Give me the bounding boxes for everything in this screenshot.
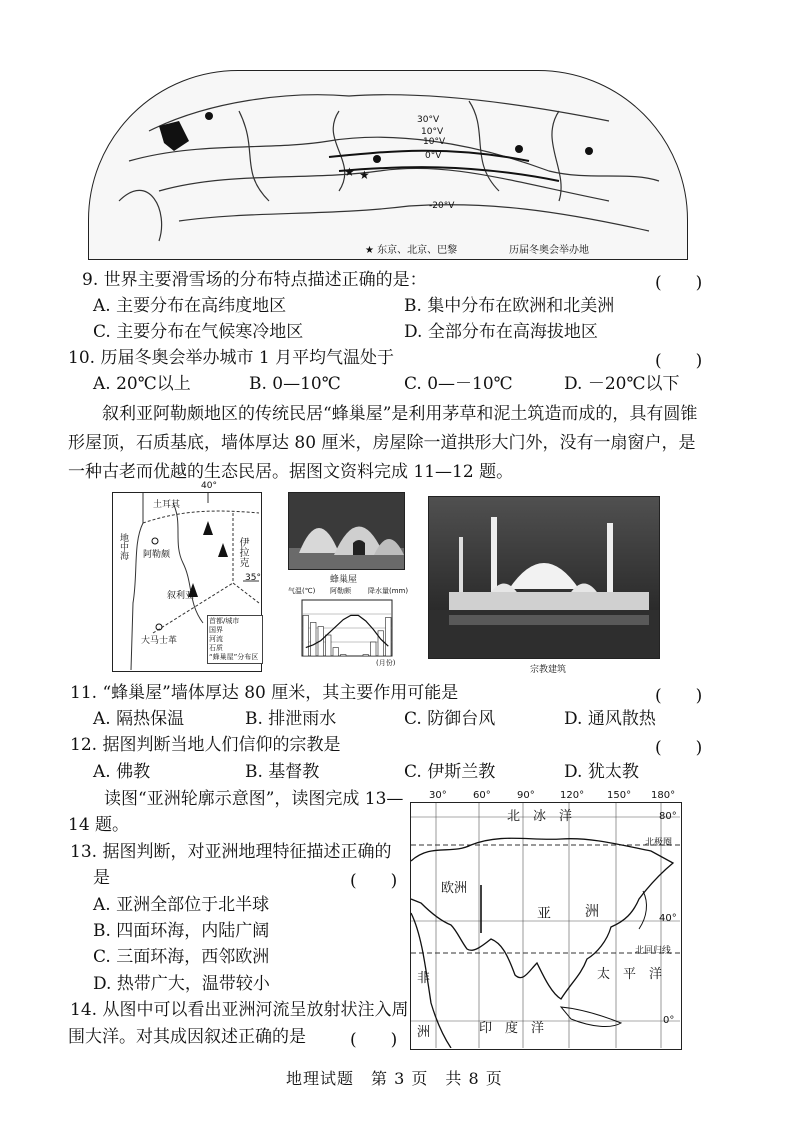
lat-label-80: 80° [659, 811, 677, 822]
intro-13-line1: 读图“亚洲轮廓示意图”，读图完成 13— [104, 789, 404, 809]
climate-chart [288, 586, 410, 672]
q13-option-c[interactable]: C. 三面环海，西邻欧洲 [93, 947, 270, 967]
climate-ylabel-right: 降水量(mm) [368, 587, 409, 595]
precip-bar [303, 615, 309, 656]
q11-answer-paren[interactable]: ( ) [655, 686, 703, 706]
lon-label-30: 30° [429, 790, 447, 801]
ski-map-lines [89, 71, 686, 258]
q9-answer-paren[interactable]: ( ) [655, 273, 703, 293]
q11-option-a[interactable]: A. 隔热保温 [93, 709, 185, 729]
q12-answer-paren[interactable]: ( ) [655, 738, 703, 758]
q12-option-d[interactable]: D. 犹太教 [564, 762, 639, 782]
label-turkey: 土耳其 [153, 500, 181, 510]
climate-title: 阿勒颇 [330, 587, 351, 595]
q10-option-d[interactable]: D. －20℃以下 [564, 374, 680, 394]
q13-answer-paren[interactable]: ( ) [350, 871, 398, 891]
q13-option-a[interactable]: A. 亚洲全部位于北半球 [93, 895, 270, 915]
photo2-caption: 宗教建筑 [530, 665, 567, 675]
label-arctic: 北 冰 洋 [507, 809, 573, 824]
label-europe: 欧洲 [441, 881, 468, 896]
q9-option-b[interactable]: B. 集中分布在欧洲和北美洲 [404, 296, 615, 316]
legend-dot: 历届冬奥会举办地 [509, 245, 589, 256]
syria-legend [207, 615, 263, 664]
legend-border: 国界 [209, 626, 223, 634]
legend-stone: 石质 [209, 644, 223, 652]
precip-bar [333, 648, 339, 656]
q11-option-c[interactable]: C. 防御台风 [404, 709, 496, 729]
q12-option-b[interactable]: B. 基督教 [245, 762, 320, 782]
label-iraq: 伊拉克 [237, 537, 248, 567]
syria-lat-35: 35° [245, 573, 261, 583]
label-pacific: 太 平 洋 [597, 967, 663, 982]
lat-label-2: 10°V [421, 127, 444, 137]
beehive-house-photo [288, 492, 405, 570]
lat-label-5: -20°V [429, 201, 455, 211]
precip-bar [386, 618, 392, 657]
lat-label-1: 30°V [417, 115, 440, 125]
q9-option-c[interactable]: C. 主要分布在气候寒冷地区 [93, 322, 304, 342]
q14-answer-paren[interactable]: ( ) [350, 1030, 398, 1050]
q10-answer-paren[interactable]: ( ) [655, 351, 703, 371]
legend-river: 河流 [209, 635, 223, 643]
mosque-image [429, 497, 660, 659]
lat-label-0: 0° [663, 1015, 675, 1026]
q9-option-a[interactable]: A. 主要分布在高纬度地区 [93, 296, 287, 316]
q13-option-b[interactable]: B. 四面环海，内陆广阔 [93, 921, 270, 941]
q10-stem: 10. 历届冬奥会举办城市 1 月平均气温处于 [68, 348, 395, 368]
lat-label-4: 0°V [425, 151, 442, 161]
q12-option-a[interactable]: A. 佛教 [93, 762, 151, 782]
label-africa-2: 洲 [417, 1025, 431, 1040]
label-tropic: 北回归线 [635, 946, 672, 956]
q14-stem-line1: 14. 从图中可以看出亚洲河流呈放射状注入周 [70, 1000, 409, 1020]
photo1-caption: 蜂巢屋 [330, 575, 358, 585]
q13-option-d[interactable]: D. 热带广大，温带较小 [93, 974, 270, 994]
syria-map [112, 481, 262, 672]
climate-ylabel-left: 气温(℃) [288, 587, 316, 595]
q9-stem: 9. 世界主要滑雪场的分布特点描述正确的是： [82, 270, 427, 290]
precip-bar [326, 635, 332, 656]
lon-label-120: 120° [560, 790, 585, 801]
climate-chart-svg [288, 596, 410, 666]
precip-bar [311, 622, 317, 656]
lat-label-40: 40° [659, 913, 677, 924]
label-indian: 印 度 洋 [479, 1021, 545, 1036]
climate-xlabel: (月份) [376, 659, 396, 667]
asia-map-lines [411, 803, 680, 1048]
q11-stem: 11. “蜂巢屋”墙体厚达 80 厘米，其主要作用可能是 [70, 683, 459, 703]
q10-option-b[interactable]: B. 0—10℃ [249, 374, 341, 394]
q9-option-d[interactable]: D. 全部分布在高海拔地区 [404, 322, 598, 342]
ski-resort-map [88, 70, 688, 260]
lon-label-150: 150° [607, 790, 632, 801]
lon-label-60: 60° [473, 790, 491, 801]
q14-stem-line2: 围大洋。对其成因叙述正确的是 [68, 1027, 306, 1047]
passage-text: 叙利亚阿勒颇地区的传统民居“蜂巢屋”是利用茅草和泥土筑造而成的，具有圆锥形屋顶，石质基底，墙体厚达 80 厘米，房屋除一道拱形大门外，没有一扇窗户，是一种古老而优越的生态民居。据图文资料完成 11—12 题。 [68, 404, 698, 482]
q11-option-b[interactable]: B. 排泄雨水 [245, 709, 337, 729]
lon-label-90: 90° [517, 790, 535, 801]
q13-stem-line1: 13. 据图判断，对亚洲地理特征描述正确的 [70, 842, 392, 862]
syria-top-lon: 40° [201, 481, 217, 491]
precip-bar [341, 655, 347, 656]
q12-stem: 12. 据图判断当地人们信仰的宗教是 [70, 735, 341, 755]
label-asia-2: 洲 [585, 904, 599, 920]
q12-option-c[interactable]: C. 伊斯兰教 [404, 762, 496, 782]
label-africa-1: 非 [417, 971, 431, 986]
legend-star: ★ 东京、北京、巴黎 [365, 245, 458, 256]
svg-text:★: ★ [344, 165, 355, 179]
svg-text:★: ★ [359, 168, 370, 182]
label-syria: 叙利亚 [167, 591, 195, 601]
page-footer: 地理试题 第 3 页 共 8 页 [286, 1069, 503, 1088]
label-arctic-circle: 北极圈 [645, 838, 673, 848]
q13-stem-line2: 是 [93, 868, 110, 888]
label-damascus: 大马士革 [141, 636, 178, 646]
precip-bar [378, 631, 384, 656]
label-asia-1: 亚 [537, 906, 551, 922]
intro-13-line2: 14 题。 [68, 815, 130, 835]
lat-label-3: 10°V [423, 137, 446, 147]
precip-bar [371, 642, 377, 656]
label-sea: 地中海 [118, 533, 128, 560]
precip-bar [363, 655, 369, 656]
asia-outline-map [410, 790, 682, 1050]
beehive-house-image [289, 493, 405, 570]
legend-capital: 首都/城市 [209, 617, 240, 625]
q10-option-c[interactable]: C. 0—－10℃ [404, 374, 513, 394]
label-aleppo: 阿勒颇 [143, 550, 171, 560]
lon-label-180: 180° [651, 790, 676, 801]
q11-option-d[interactable]: D. 通风散热 [564, 709, 656, 729]
religious-building-photo [428, 496, 660, 659]
legend-beehive: “蜂巢屋”分布区 [209, 653, 259, 661]
q10-option-a[interactable]: A. 20℃以上 [93, 374, 191, 394]
